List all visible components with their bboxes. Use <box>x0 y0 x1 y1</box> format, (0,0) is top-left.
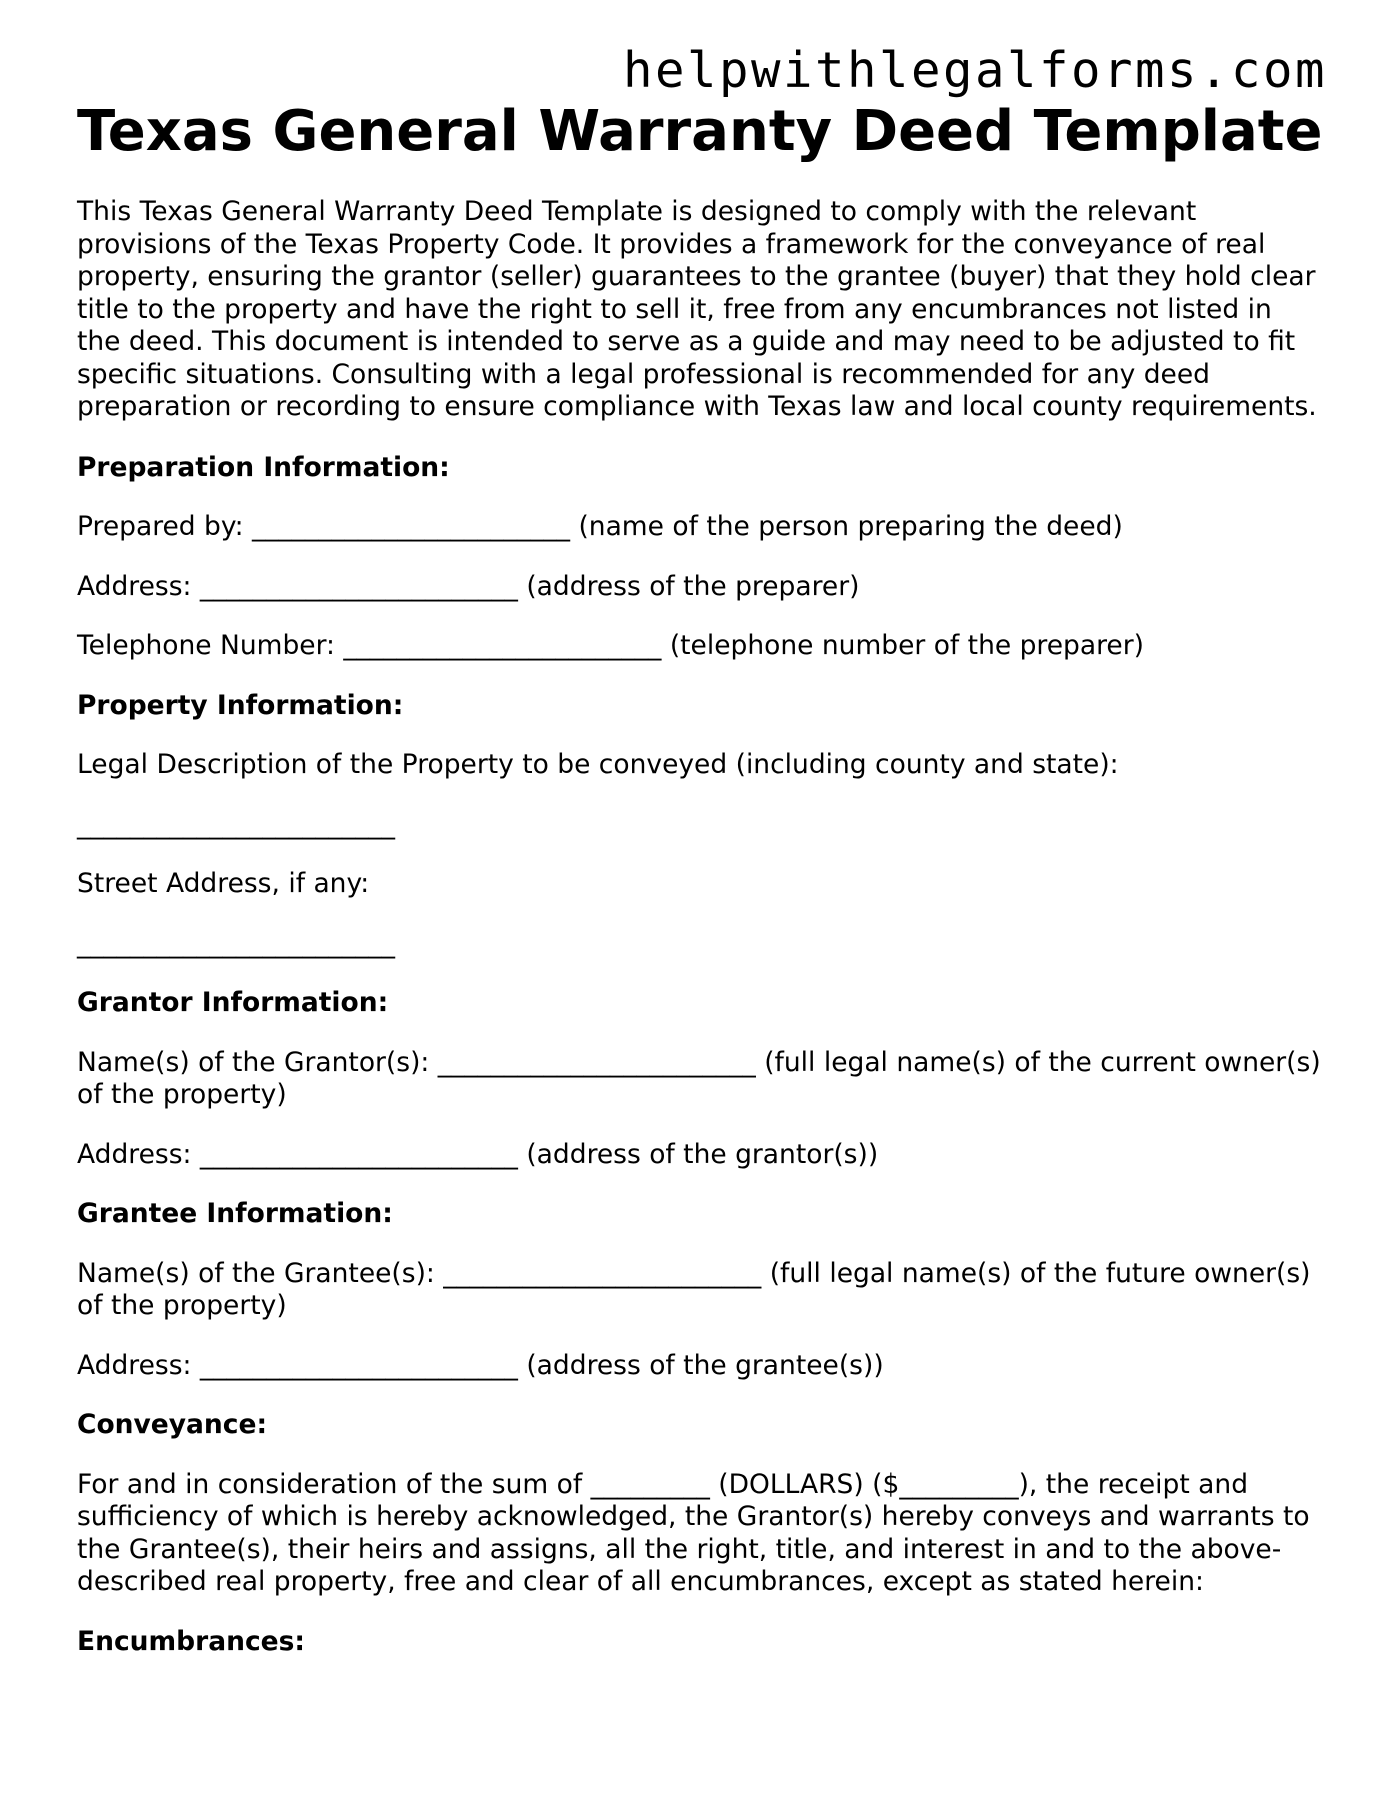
legal-description-label: Legal Description of the Property to be conveyed (including county and state): <box>77 749 1119 780</box>
grantor-names-line <box>77 1047 1322 1112</box>
preparer-phone-note: (telephone number of the preparer) <box>669 630 1144 661</box>
grantee-address-note: (address of the grantee(s)) <box>526 1349 884 1381</box>
intro-paragraph: This Texas General Warranty Deed Template is designed to comply with the relevant provisions of the Texas Property Code. It provides a framework for the conveyance of real property, ensuring the grantor (seller) guarantees to the grantee (buyer) that they hold clear title to the property and have the right to sell it, free from any encumbrances not listed in the deed. This document is intended to serve as a guide and may need to be adjusted to fit specific situations. Consulting with a legal professional is recommended for any deed preparation or recording to ensure compliance with Texas law and local county requirements. <box>77 196 1317 422</box>
preparer-phone-line <box>77 630 1322 663</box>
property-heading: Property Information: <box>77 689 404 721</box>
prepared-by-line <box>77 511 1322 544</box>
site-watermark: helpwithlegalforms.com <box>622 42 1327 99</box>
grantee-address-blank[interactable]: ________________________ <box>199 1349 518 1381</box>
consideration-amount-blank[interactable]: _________ <box>899 1468 1019 1500</box>
grantor-names-note: (full legal name(s) of the current owner(s) of the property) <box>77 1046 1321 1110</box>
conveyance-text-part1: For and in consideration of the sum of <box>77 1468 583 1500</box>
preparation-heading: Preparation Information: <box>77 451 450 483</box>
grantee-address-label: Address: <box>77 1349 192 1381</box>
preparer-address-blank[interactable]: ________________________ <box>199 570 518 602</box>
prepared-by-note: (name of the person preparing the deed) <box>578 511 1123 542</box>
page-title: Texas General Warranty Deed Template <box>77 99 1323 164</box>
preparer-address-line <box>77 571 1322 604</box>
preparer-address-label: Address: <box>77 570 192 602</box>
street-address-blank[interactable]: ________________________ <box>77 927 395 959</box>
grantee-names-note: (full legal name(s) of the future owner(s) of the property) <box>77 1257 1311 1321</box>
grantee-names-blank[interactable]: ________________________ <box>443 1257 762 1289</box>
legal-description-line <box>77 809 1322 842</box>
street-address-label: Street Address, if any: <box>77 868 370 899</box>
grantee-names-line <box>77 1258 1322 1323</box>
grantor-address-note: (address of the grantor(s)) <box>526 1138 879 1170</box>
street-address-line <box>77 928 1322 961</box>
grantor-names-blank[interactable]: ________________________ <box>437 1046 756 1078</box>
consideration-words-blank[interactable]: _________ <box>590 1468 710 1500</box>
legal-description-blank[interactable]: ________________________ <box>77 808 395 840</box>
grantor-names-label: Name(s) of the Grantor(s): <box>77 1046 430 1078</box>
preparer-phone-label: Telephone Number: <box>77 630 335 661</box>
conveyance-text-part2: (DOLLARS) ($ <box>718 1468 900 1500</box>
conveyance-text-part3: ), the receipt and sufficiency of which is hereby acknowledged, the Grantor(s) hereby conveys and warrants to the Grantee(s), their heirs and assigns, all the right, title, and interest in and to the above-described real property, free and clear of all encumbrances, except as stated herein: <box>77 1468 1310 1597</box>
encumbrances-heading: Encumbrances: <box>77 1625 305 1657</box>
grantor-address-line <box>77 1139 1322 1172</box>
grantee-heading: Grantee Information: <box>77 1198 393 1229</box>
grantor-heading: Grantor Information: <box>77 987 389 1018</box>
grantee-names-label: Name(s) of the Grantee(s): <box>77 1257 435 1289</box>
prepared-by-label: Prepared by: <box>77 511 244 542</box>
grantor-address-label: Address: <box>77 1138 192 1170</box>
grantee-address-line <box>77 1350 1322 1383</box>
grantor-address-blank[interactable]: ________________________ <box>199 1138 518 1170</box>
document-body <box>77 196 1322 1685</box>
preparer-address-note: (address of the preparer) <box>526 570 860 602</box>
preparer-phone-blank[interactable]: ________________________ <box>343 630 662 661</box>
conveyance-paragraph <box>77 1469 1322 1599</box>
prepared-by-blank[interactable]: ________________________ <box>252 511 570 542</box>
conveyance-heading: Conveyance: <box>77 1409 268 1440</box>
